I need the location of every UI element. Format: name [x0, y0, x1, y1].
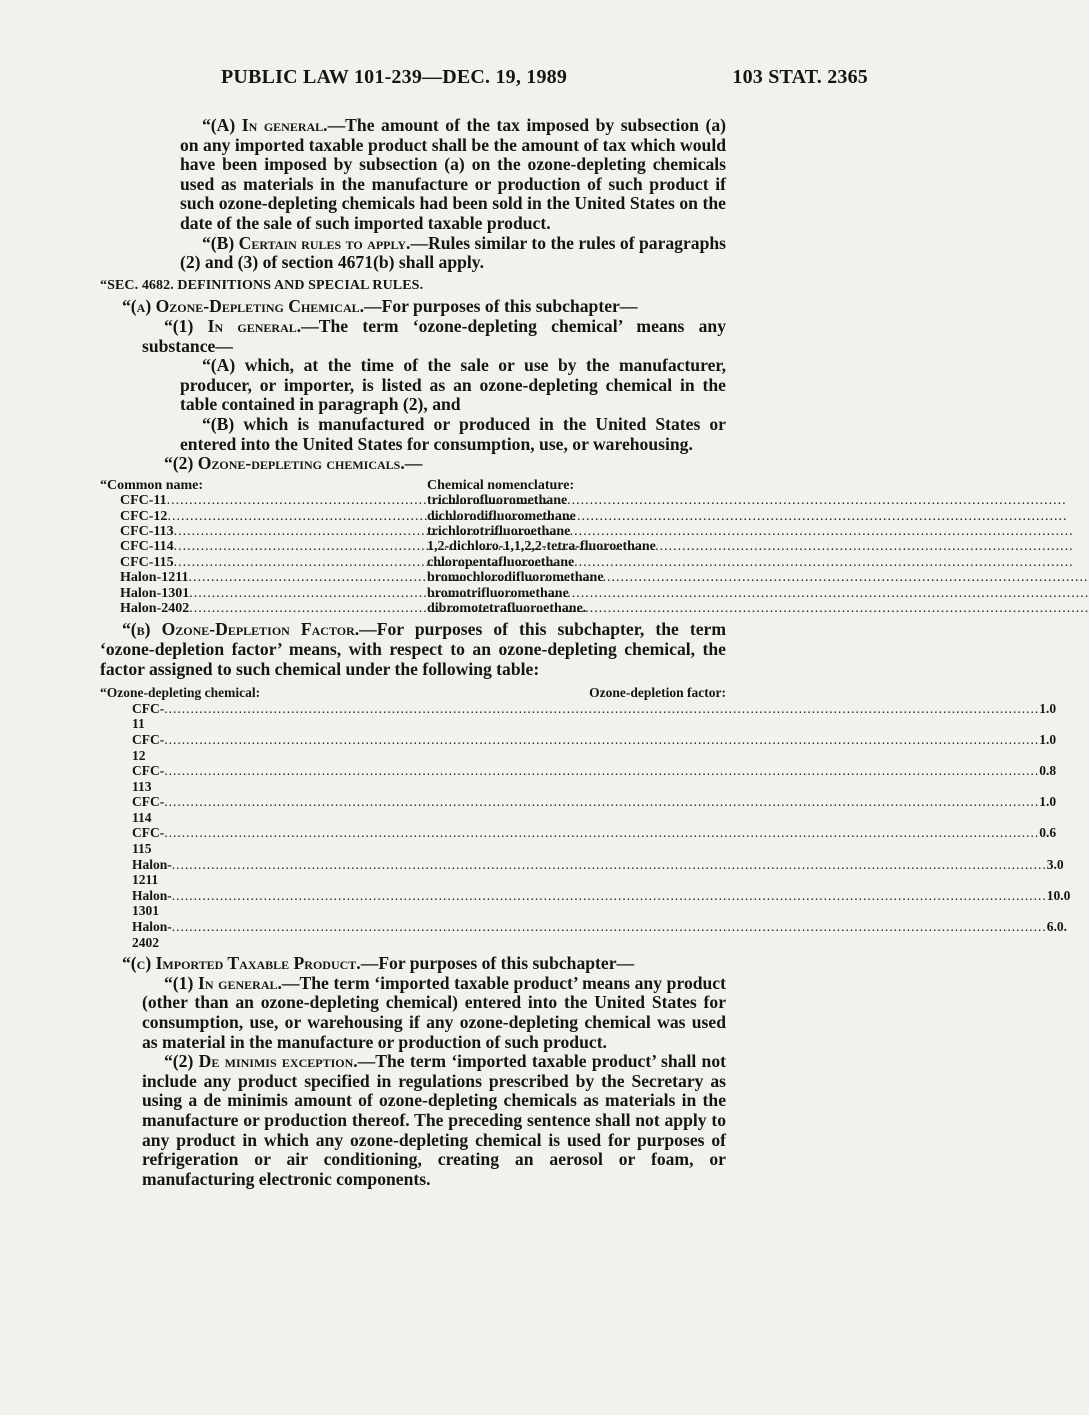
- column-header-common-name: “Common name:: [100, 477, 204, 493]
- paragraph-c2: [100, 1052, 726, 1189]
- paragraph-heading: “(A) In general.: [202, 115, 328, 135]
- paragraph-text: —The term ‘ozone-depleting chemical’ means any substance—: [142, 315, 726, 356]
- chemical-nomenclature-table: [100, 478, 726, 617]
- table-row: Halon-1301 ..... 10.0: [100, 888, 726, 919]
- subsection-b: [100, 620, 726, 679]
- paragraph-text: —The term ‘imported taxable product’ means any product (other than an ozone-depleting chemical) entered into the United States for consumption, use, or warehousing if any ozone-depleting chemical was used as material in the manufacture or production of such product.: [142, 972, 726, 1052]
- running-header-title: PUBLIC LAW 101-239—DEC. 19, 1989: [221, 66, 568, 88]
- paragraph-heading: “(1) In general.: [164, 972, 282, 993]
- subsection-text: —For purposes of this subchapter—: [364, 296, 638, 317]
- paragraph-text: —The term ‘imported taxable product’ shall not include any product specified in regulations prescribed by the Secretary as using a de minimis amount of ozone-depleting chemicals as materials in the manufacture or production thereof. The preceding sentence shall not apply to any product in which any ozone-depleting chemical is used for purposes of refrigeration or air conditioning, creating an aerosol or foam, or manufacturing electronic components.: [142, 1051, 726, 1189]
- paragraph-c1: [100, 974, 726, 1052]
- table-row: CFC-12 ..... 1.0: [100, 732, 726, 763]
- subparagraph-a1A: “(A) which, at the time of the sale or use by the manufacturer, producer, or importer, is listed as an ozone-depleting chemical in the table contained in paragraph (2), and: [180, 355, 726, 415]
- paragraph-text: —Rules similar to the rules of paragraphs (2) and (3) of section 4671(b) shall apply.: [180, 232, 726, 273]
- paragraph-heading: “(2) De minimis exception.: [164, 1051, 358, 1072]
- subsection-c: [100, 954, 726, 974]
- subsection-heading: “(c) Imported Taxable Product.: [122, 953, 361, 974]
- subsection-text: —For purposes of this subchapter, the term ‘ozone-depletion factor’ means, with respect to an ozone-depleting chemical, the factor assigned to such chemical under the following table:: [100, 619, 726, 679]
- column-header-factor: Ozone-depletion factor:: [589, 685, 726, 701]
- table-row: Halon-2402 ..... 6.0.: [100, 919, 726, 950]
- table-row: Halon-1301 ..... bromotrifluoromethane: [100, 586, 726, 601]
- table-row: CFC-11 ..... 1.0: [100, 701, 726, 732]
- table-row: CFC-11 ..... trichlorofluoromethane: [100, 493, 726, 508]
- table-row: CFC-113 ..... 0.8: [100, 763, 726, 794]
- table-row: CFC-115 ..... chloropentafluoroethane: [100, 555, 726, 570]
- column-header-nomenclature: Chemical nomenclature:: [427, 477, 575, 493]
- document-body: [100, 115, 1071, 1189]
- table-row: CFC-114 ..... 1,2-dichloro-1,1,2,2-tetra-fluoroethane: [100, 539, 726, 554]
- subsection-text: —For purposes of this subchapter—: [360, 953, 635, 974]
- table-row: Halon-2402 ..... dibromotetrafluoroethane.: [100, 601, 726, 616]
- subsection-heading: “(a) Ozone-Depleting Chemical.: [122, 296, 365, 317]
- paragraph-a1: [100, 317, 726, 356]
- table-row: Halon-1211 ..... bromochlorodifluoromethane: [100, 570, 726, 585]
- table-row: Halon-1211 ..... 3.0: [100, 857, 726, 888]
- table-row: CFC-12 ..... dichlorodifluoromethane: [100, 509, 726, 524]
- paragraph-heading: “(1) In general.: [164, 315, 302, 336]
- column-header-chemical: “Ozone-depleting chemical:: [100, 685, 261, 701]
- running-header-page: 103 STAT. 2365: [732, 66, 868, 88]
- subsection-heading: “(b) Ozone-Depletion Factor.: [122, 619, 360, 640]
- table-header-row: [100, 685, 726, 701]
- paragraph-heading: “(2) Ozone-depleting chemicals.: [164, 453, 405, 474]
- paragraph-A-general: [100, 116, 726, 234]
- table-header-row: [100, 478, 726, 493]
- subsection-a: [100, 297, 726, 317]
- paragraph-a2: “(2) Ozone-depleting chemicals.—: [164, 453, 423, 474]
- table-row: CFC-114 ..... 1.0: [100, 794, 726, 825]
- paragraph-text: —The amount of the tax imposed by subsection (a) on any imported taxable product shall be the amount of tax which would have been imposed by subsection (a) on the ozone-depleting chemicals used as materials in the manufacture or production of such product if such ozone-depleting chemicals had been sold in the United States on the date of the sale of such imported taxable product.: [180, 115, 726, 233]
- paragraph-heading: “(B) Certain rules to apply.: [202, 232, 411, 253]
- paragraph-B-rules: [100, 234, 726, 273]
- section-heading: “SEC. 4682. DEFINITIONS AND SPECIAL RULES.: [100, 277, 424, 293]
- table-row: CFC-113 ..... trichlorotrifluoroethane: [100, 524, 726, 539]
- subparagraph-a1B: “(B) which is manufactured or produced in the United States or entered into the United States for consumption, use, or warehousing.: [180, 413, 726, 454]
- ozone-depletion-factor-table: [100, 685, 1071, 950]
- table-row: CFC-115 ..... 0.6: [100, 825, 726, 856]
